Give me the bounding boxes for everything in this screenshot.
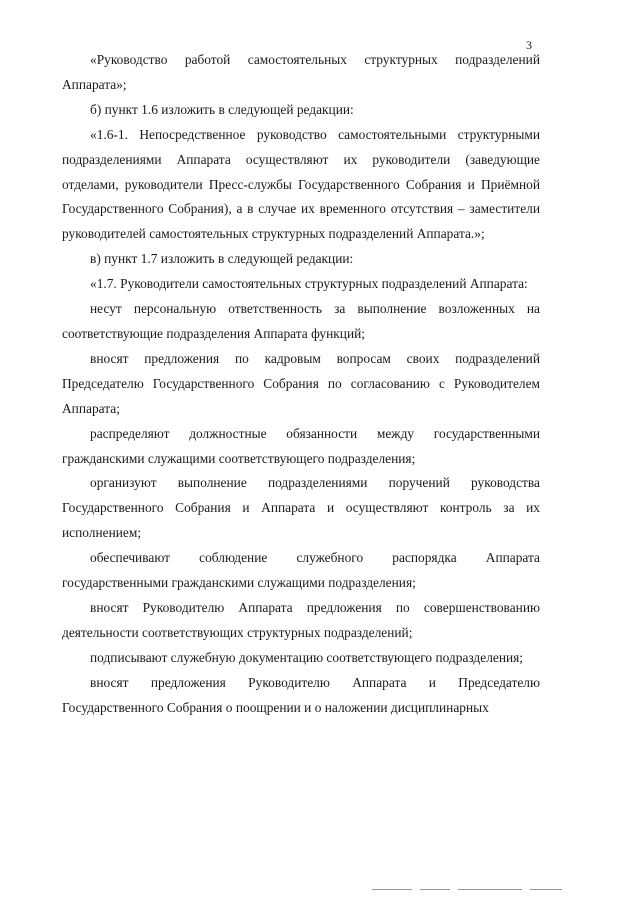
paragraph-incentive-proposals: вносят предложения Руководителю Аппарата и Председателю Государственного Собрания о поощрении и о наложении дисциплинарных	[62, 674, 540, 715]
paragraph-service-schedule: обеспечивают соблюдение служебного распорядка Аппарата государственными гражданскими служащими подразделения;	[62, 550, 540, 591]
paragraph-continuation: «Руководство работой самостоятельных структурных подразделений Аппарата»;	[62, 52, 540, 92]
paragraph-sign-documents: подписывают служебную документацию соответствующего подразделения;	[90, 649, 524, 665]
paragraph-clause-1-6-1: «1.6-1. Непосредственное руководство самостоятельными структурными подразделениями Аппарата осуществляют их руководители (заведующие отделами, руководители Пресс-службы Государственного Собрания и Приёмной Государственного Собрания), а в случае их временного отсутствия – заместители руководителей самостоятельных структурных подразделений Аппарата.»;	[62, 126, 540, 242]
paragraph-item-v: в) пункт 1.7 изложить в следующей редакции:	[90, 251, 354, 267]
paragraph-personnel-proposals: вносят предложения по кадровым вопросам своих подразделений Председателю Государственного Собрания по согласованию с Руководителем Аппарата;	[62, 350, 540, 416]
paragraph-duties-distribution: распределяют должностные обязанности между государственными гражданскими служащими соответствующего подразделения;	[62, 425, 540, 466]
paragraph-improvement-proposals: вносят Руководителю Аппарата предложения по совершенствованию деятельности соответствующих структурных подразделений;	[62, 599, 540, 640]
page-number: 3	[526, 38, 532, 52]
paragraph-organize-execution: организуют выполнение подразделениями поручений руководства Государственного Собрания и Аппарата и осуществляют контроль за их исполнением;	[62, 475, 540, 541]
paragraph-responsibility: несут персональную ответственность за выполнение возложенных на соответствующие подразделения Аппарата функций;	[62, 301, 540, 341]
document-body	[62, 48, 540, 720]
scan-bottom-marks	[372, 889, 562, 892]
paragraph-clause-1-7: «1.7. Руководители самостоятельных структурных подразделений Аппарата:	[90, 276, 528, 292]
paragraph-item-b: б) пункт 1.6 изложить в следующей редакции:	[90, 101, 354, 117]
